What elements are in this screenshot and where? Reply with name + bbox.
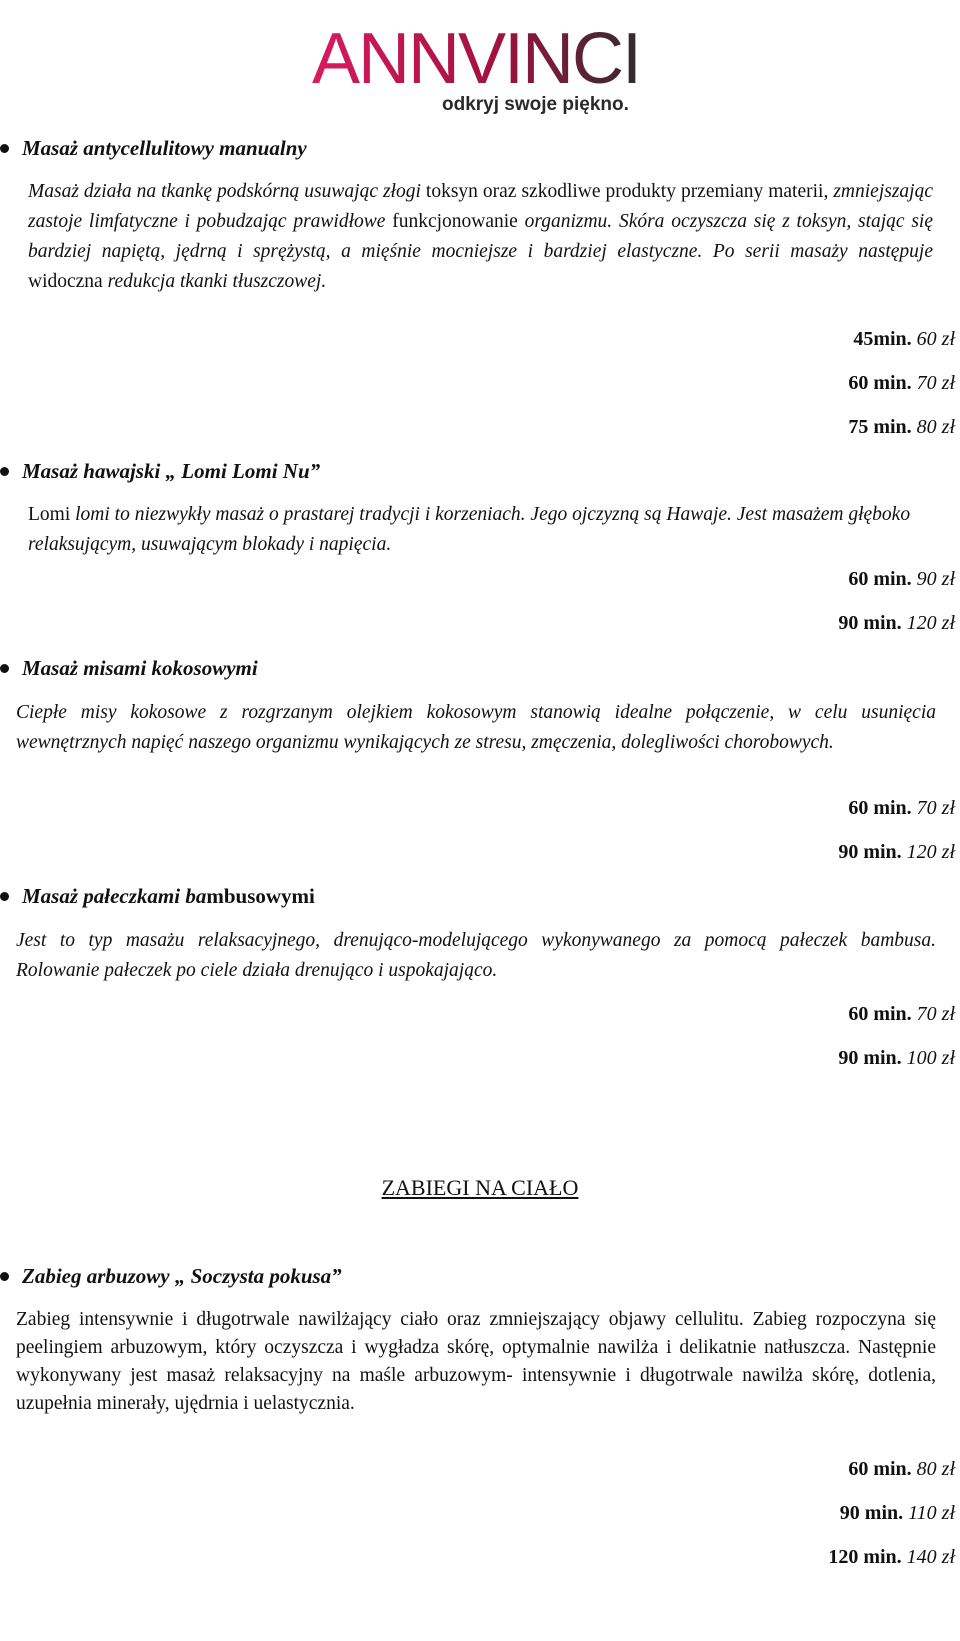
desc-part: widoczna [28, 271, 103, 292]
section-3-title: Masaż misami kokosowymi [22, 656, 258, 680]
section-heading: ZABIEGI NA CIAŁO [381, 1175, 579, 1200]
treatment-title: Zabieg arbuzowy „ Soczysta pokusa” [22, 1264, 342, 1288]
logo-brand-text: ANNVINCI [312, 19, 641, 99]
price-duration: 90 min. [838, 841, 902, 863]
price-row [848, 1458, 955, 1481]
desc-part: toksyn oraz szkodliwe produkty przemiany materii, [425, 181, 829, 202]
bullet-icon [0, 892, 9, 901]
price-row [848, 1003, 955, 1026]
desc-part: Lomi [28, 504, 71, 525]
price-amount: 60 zł [916, 328, 955, 350]
bullet-icon [0, 467, 9, 476]
price-amount: 110 zł [908, 1502, 955, 1524]
price-amount: 90 zł [916, 568, 955, 590]
desc-part: Masaż działa na tkankę podskórną usuwając złogi [28, 181, 426, 202]
price-row [848, 416, 955, 439]
price-duration: 90 min. [838, 612, 902, 634]
price-row [853, 328, 955, 351]
price-row [838, 612, 955, 635]
price-duration: 90 min. [838, 1047, 902, 1069]
price-amount: 80 zł [916, 416, 955, 438]
price-amount: 120 zł [906, 841, 955, 863]
bullet-icon [0, 1272, 9, 1281]
price-duration: 60 min. [848, 797, 912, 819]
section-1-title: Masaż antycellulitowy manualny [22, 136, 307, 160]
price-duration: 90 min. [839, 1502, 904, 1524]
price-row [848, 797, 955, 820]
annvinci-logo [310, 8, 680, 118]
price-duration: 60 min. [848, 372, 912, 394]
section-2-title: Masaż hawajski „ Lomi Lomi Nu” [22, 459, 321, 483]
price-duration: 60 min. [848, 568, 912, 590]
section-2-title-row [0, 459, 320, 484]
price-amount: 120 zł [906, 612, 955, 634]
price-row [838, 841, 955, 864]
price-amount: 70 zł [916, 1003, 955, 1025]
price-row [840, 1502, 955, 1525]
section-3-title-row [0, 656, 258, 681]
title-part: mbusowymi [206, 884, 315, 908]
section-2-description [28, 500, 933, 560]
section-1-description [28, 177, 933, 297]
bullet-icon [0, 664, 9, 673]
price-duration: 120 min. [828, 1546, 902, 1568]
price-row [838, 1047, 955, 1070]
logo-tagline: odkryj swoje piękno. [442, 94, 629, 115]
price-row [828, 1546, 955, 1569]
price-duration: 60 min. [848, 1003, 912, 1025]
section-4-title [22, 884, 315, 909]
price-amount: 140 zł [906, 1546, 955, 1568]
desc-part: lomi to niezwykły masaż o prastarej tradycji i korzeniach. Jego ojczyzną są Hawaje. Jest masażem głęboko relaksującym, usuwającym blokady i napięcia. [28, 504, 911, 555]
section-3-description: Ciepłe misy kokosowe z rozgrzanym olejkiem kokosowym stanowią idealne połączenie, w celu usunięcia wewnętrznych napięć naszego organizmu wynikających ze stresu, zmęczenia, dolegliwości chorobowych. [16, 702, 936, 753]
section-4-title-row [0, 884, 315, 909]
price-amount: 100 zł [906, 1047, 955, 1069]
price-row [848, 372, 955, 395]
section-1-title-row [0, 136, 307, 161]
treatment-title-row [0, 1264, 342, 1289]
bullet-icon [0, 144, 9, 153]
price-duration: 75 min. [848, 416, 912, 438]
price-amount: 70 zł [916, 372, 955, 394]
price-amount: 80 zł [916, 1458, 955, 1480]
desc-part: zmniejszając zastoje limfatyczne i pobudzając prawidłowe [28, 181, 934, 232]
section-4-description: Jest to typ masażu relaksacyjnego, drenująco-modelującego wykonywanego za pomocą pałeczek bambusa. Rolowanie pałeczek po ciele działa drenująco i uspokajająco. [16, 930, 936, 981]
treatment-description: Zabieg intensywnie i długotrwale nawilżający ciało oraz zmniejszający objawy cellulitu. Zabieg rozpoczyna się peelingiem arbuzowym, który oczyszcza i wygładza skórę, optymalnie nawilża i delikatnie natłuszcza. Następnie wykonywany jest masaż relaksacyjny na maśle arbuzowym- intensywnie i długotrwale nawilża skórę, dotlenia, uzupełnia minerały, ujędrnia i uelastycznia. [16, 1309, 936, 1414]
desc-part: organizmu. Skóra oczyszcza się z toksyn, stając się bardziej napiętą, jędrną i sprężystą, a mięśnie mocniejsze i bardziej elastyczne. Po serii masaży następuje [28, 211, 933, 262]
price-amount: 70 zł [916, 797, 955, 819]
price-duration: 60 min. [848, 1458, 912, 1480]
price-row [848, 568, 955, 591]
price-duration: 45min. [853, 328, 912, 350]
title-part: Masaż pałeczkami ba [22, 884, 207, 908]
desc-part: funkcjonowanie [392, 211, 518, 232]
desc-part: redukcja tkanki tłuszczowej. [102, 271, 327, 292]
